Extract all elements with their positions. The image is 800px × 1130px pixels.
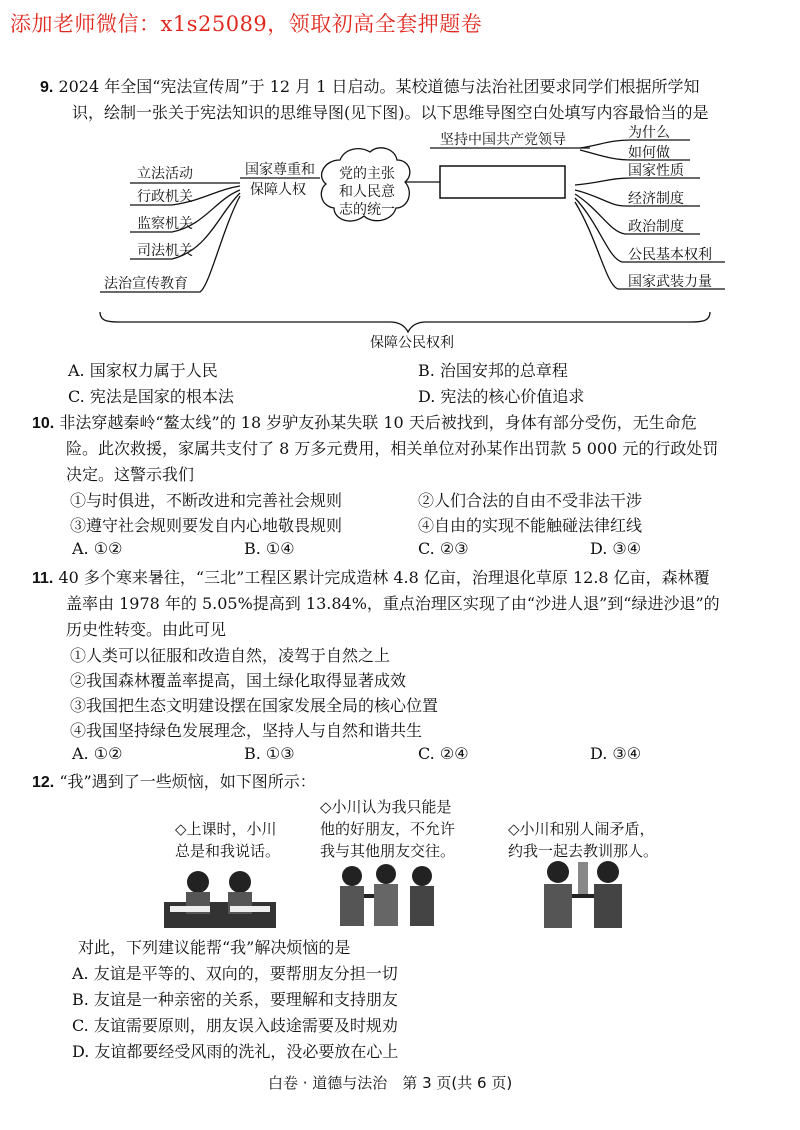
mindmap-right-item: 为什么 [628, 125, 670, 141]
q10-line2: 险。此次救援，家属共支付了 8 万多元费用，相关单位对孙某作出罚款 5 000 元的行政处罚 [66, 439, 719, 458]
q10-line1: 非法穿越秦岭“鳌太线”的 18 岁驴友孙某失联 10 天后被找到，身体有部分受伤，无生命危 [59, 413, 697, 432]
mindmap-right-item: 政治制度 [628, 219, 684, 235]
q12-bubble-3-line: 约我一起去教训那人。 [508, 842, 659, 860]
mindmap-right-item: 国家性质 [628, 163, 684, 179]
q10-statement-4: ④自由的实现不能触碰法律红线 [418, 516, 643, 535]
q10-statement-3: ③遵守社会规则要发自内心地敬畏规则 [70, 516, 343, 535]
q11-option-a[interactable]: A. ①② [72, 744, 123, 763]
mindmap-center-text: 志的统一 [339, 202, 395, 218]
q11-statement-4: ④我国坚持绿色发展理念，坚持人与自然和谐共生 [70, 721, 423, 740]
page-footer: 白卷 · 道德与法治 第 3 页(共 6 页) [268, 1074, 513, 1092]
q10-statement-1: ①与时俱进，不断改进和完善社会规则 [70, 491, 343, 510]
mindmap-center-text: 和人民意 [339, 184, 395, 200]
q12-illustration-2 [328, 860, 448, 932]
q10-statement-2: ②人们合法的自由不受非法干涉 [418, 491, 643, 510]
q12-illustration-1 [160, 862, 280, 932]
q9-option-d[interactable]: D. 宪法的核心价值追求 [418, 387, 585, 406]
mindmap-left-item: 行政机关 [137, 189, 193, 205]
mindmap-center-text: 党的主张 [339, 166, 395, 182]
q11-statement-2: ②我国森林覆盖率提高，国土绿化取得显著成效 [70, 671, 407, 690]
q9-stem-line1: 2024 年全国“宪法宣传周”于 12 月 1 日启动。某校道德与法治社团要求同学们根据所学知 [58, 77, 700, 96]
q12-option-c[interactable]: C. 友谊需要原则，朋友误入歧途需要及时规劝 [72, 1016, 398, 1035]
q10-line3: 决定。这警示我们 [66, 465, 195, 484]
q11-statement-3: ③我国把生态文明建设摆在国家发展全局的核心位置 [70, 696, 439, 715]
q10-line1-wrap [32, 410, 697, 437]
watermark-text: 添加老师微信：x1s25089，领取初高全套押题卷 [10, 12, 483, 36]
q12-bubble-2-line: 我与其他朋友交往。 [320, 842, 456, 860]
mindmap-left-item: 司法机关 [137, 243, 193, 259]
mindmap-blank-box [440, 166, 565, 198]
mindmap-left-center: 国家尊重和 [245, 162, 315, 178]
q11-statement-1: ①人类可以征服和改造自然，凌驾于自然之上 [70, 646, 391, 665]
q11-number: 11. [32, 570, 54, 587]
q9-option-c[interactable]: C. 宪法是国家的根本法 [68, 387, 234, 406]
q12-bubble-1-line: 总是和我说话。 [175, 842, 281, 860]
q10-option-c[interactable]: C. ②③ [418, 539, 469, 558]
q11-line3: 历史性转变。由此可见 [66, 620, 227, 639]
q10-number: 10. [32, 415, 55, 432]
q9-option-a[interactable]: A. 国家权力属于人民 [68, 361, 218, 380]
q11-line1: 40 多个寒来暑往，“三北”工程区累计完成造林 4.8 亿亩，治理退化草原 12.8 亿亩，森林覆 [58, 568, 710, 587]
mindmap-left-item: 法治宣传教育 [104, 276, 188, 292]
q12-option-a[interactable]: A. 友谊是平等的、双向的，要帮朋友分担一切 [72, 964, 398, 983]
q12-stem-wrap [32, 769, 316, 796]
mindmap-left-center: 保障人权 [250, 182, 306, 198]
q11-line1-wrap [32, 565, 710, 592]
q11-option-c[interactable]: C. ②④ [418, 744, 469, 763]
mindmap-right-item: 公民基本权利 [628, 247, 712, 263]
q12-option-b[interactable]: B. 友谊是一种亲密的关系，要理解和支持朋友 [72, 990, 398, 1009]
q12-option-d[interactable]: D. 友谊都要经受风雨的洗礼，没必要放在心上 [72, 1042, 399, 1061]
mindmap-left-item: 立法活动 [137, 166, 193, 182]
q12-number: 12. [32, 774, 55, 791]
mindmap-left-item: 监察机关 [137, 216, 193, 232]
q12-bubble-1-line: ◇上课时，小川 [175, 820, 277, 838]
q11-option-d[interactable]: D. ③④ [590, 744, 642, 763]
q10-option-d[interactable]: D. ③④ [590, 539, 642, 558]
q12-illustration-3 [528, 856, 638, 932]
q9-option-b[interactable]: B. 治国安邦的总章程 [418, 361, 568, 380]
mindmap-bottom-label: 保障公民权利 [370, 335, 454, 351]
mindmap-right-item: 经济制度 [628, 191, 684, 207]
q10-option-a[interactable]: A. ①② [72, 539, 123, 558]
q11-option-b[interactable]: B. ①③ [244, 744, 295, 763]
q12-bubble-3-line: ◇小川和别人闹矛盾， [508, 820, 655, 838]
q12-bubble-1 [175, 818, 280, 862]
q11-line2: 盖率由 1978 年的 5.05%提高到 13.84%，重点治理区实现了由“沙进人退”到“绿进沙退”的 [66, 594, 720, 613]
q9-mindmap [0, 0, 800, 360]
q9-stem-line2: 识，绘制一张关于宪法知识的思维导图(见下图)。以下思维导图空白处填写内容最恰当的是 [72, 103, 709, 122]
q12-bubble-2-line: ◇小川认为我只能是 [320, 798, 452, 816]
mindmap-top-label: 坚持中国共产党领导 [440, 132, 566, 148]
q12-bubble-2 [320, 796, 455, 862]
q12-question: 对此，下列建议能帮“我”解决烦恼的是 [78, 938, 351, 957]
mindmap-right-item: 如何做 [628, 145, 670, 161]
q12-stem: “我”遇到了一些烦恼，如下图所示： [59, 772, 316, 791]
q9-number: 9. [40, 79, 54, 96]
q12-bubble-2-line: 他的好朋友，不允许 [320, 820, 456, 838]
mindmap-right-item: 国家武装力量 [628, 274, 712, 290]
q10-option-b[interactable]: B. ①④ [244, 539, 295, 558]
